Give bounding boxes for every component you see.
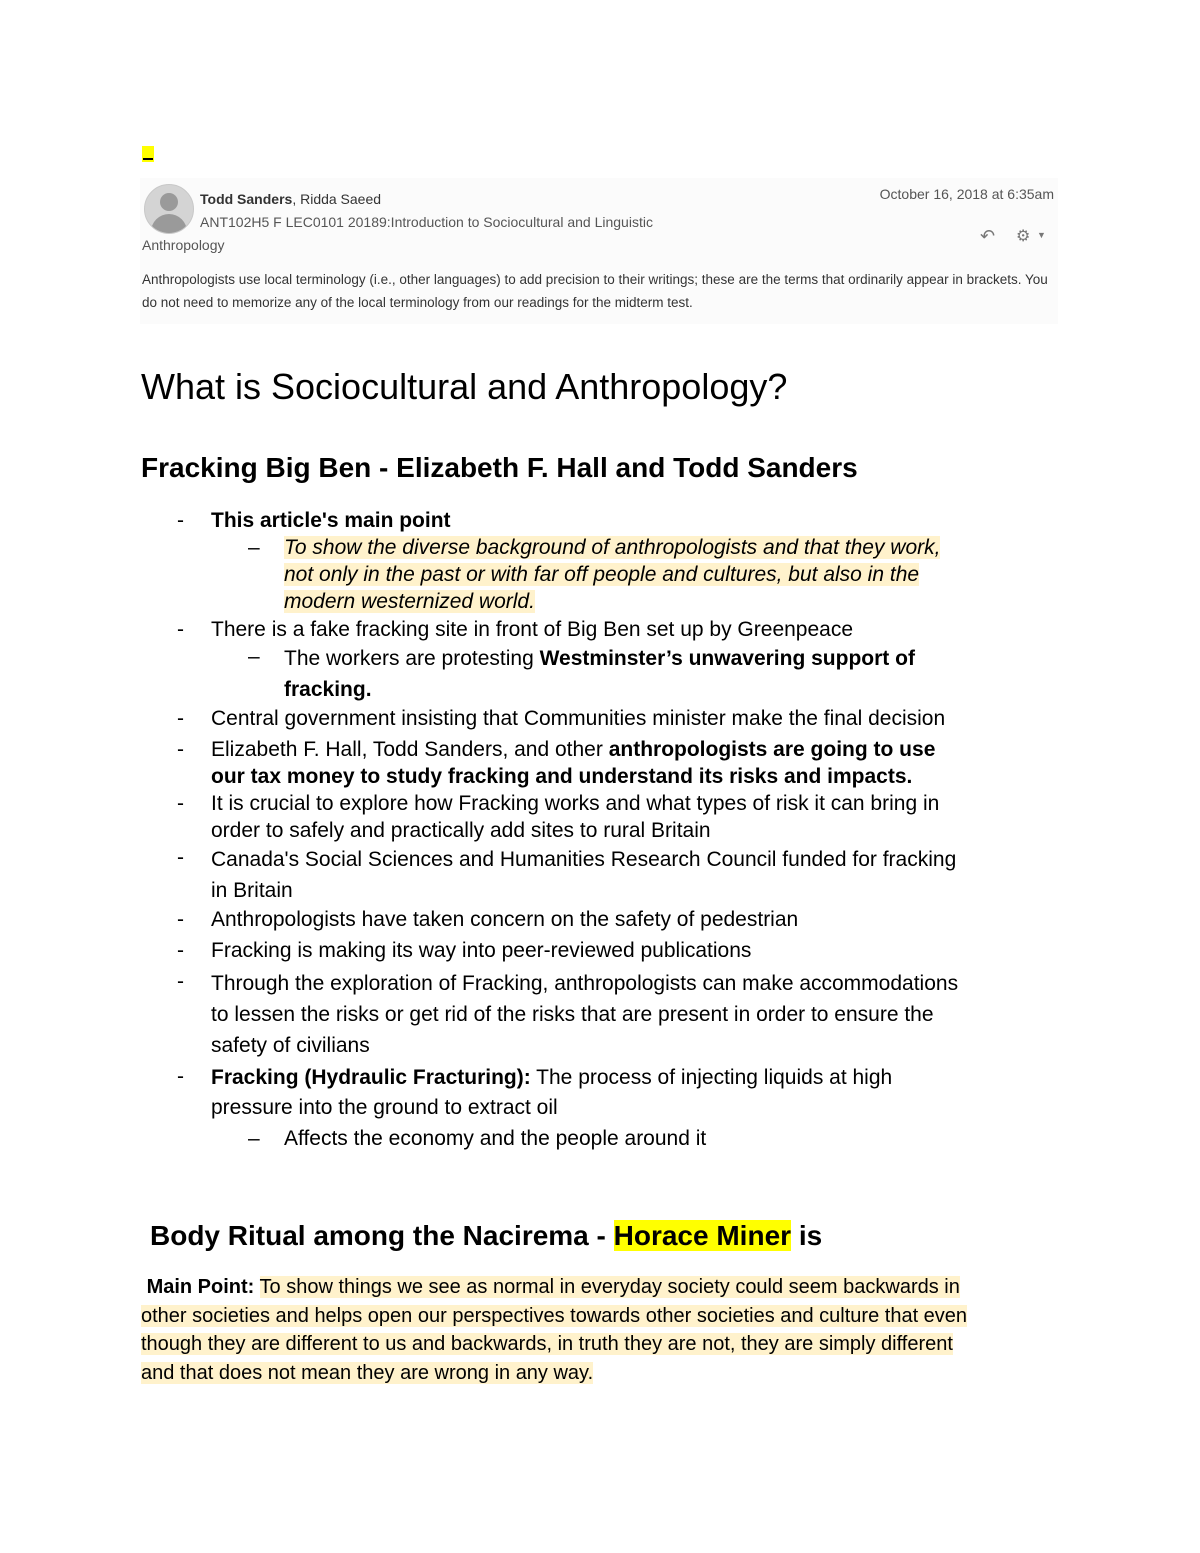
message-course-cont: Anthropology xyxy=(142,237,225,253)
message-date: October 16, 2018 at 6:35am xyxy=(879,186,1054,202)
embedded-message-screenshot xyxy=(140,178,1058,324)
chevron-down-icon: ▼ xyxy=(1037,230,1046,240)
page-title: What is Sociocultural and Anthropology? xyxy=(141,366,788,407)
main-point-label: Main Point: xyxy=(146,1276,255,1298)
gear-icon: ⚙ xyxy=(1016,228,1031,245)
reply-icon: ↶ xyxy=(980,226,996,246)
message-body: Anthropologists use local terminology (i.e., other languages) to add precision to their writings; these are the terms that ordinarily appear in brackets. You do not need to memorize any of the local terminology from our readings for the midterm test. xyxy=(142,272,1048,310)
section-heading-nacirema: Body Ritual among the Nacirema - Horace Miner is xyxy=(150,1220,823,1251)
message-sender: Todd Sanders, Ridda Saeed xyxy=(200,191,382,207)
avatar-icon xyxy=(144,184,194,234)
text-cursor-mark xyxy=(142,146,154,162)
main-point-paragraph: Main Point: To show things we see as normal in everyday society could seem backwards in other societies and helps open our perspectives towards other societies and culture that even though they are different to us and backwards, in truth they are not, they are simply different and that does not mean they are wrong in any way. xyxy=(141,1276,968,1384)
message-course: ANT102H5 F LEC0101 20189:Introduction to Sociocultural and Linguistic xyxy=(200,214,653,230)
document-page: Todd Sanders, Ridda Saeed ANT102H5 F LEC0101 20189:Introduction to Sociocultural and Linguistic Anthropology October 16, 2018 at 6:35am ↶ ⚙ ▼ Anthropologists use local terminology (i.e., other languages) to add precision to their writings; these are the terms that ordinarily appear in brackets. You do not need to memorize any of the local terminology from our readings for the midterm test. What is Sociocultural and Anthropology? Fracking Big Ben - Elizabeth F. Hall and Todd Sanders - This article's main point – To show the diverse background of anthropologists and that they work, not only in the past or with far off people and cultures, but also in the modern westernized world. - There is a fake fracking site in front of Big Ben set up by Greenpeace – The workers are protesting Westminster’s unwavering support of fracking. - Central government insisting that Communities minister make the final decision - Elizabeth F. Hall, Todd Sanders, and other anthropologists are going to use our tax money to study fracking and understand its risks and impacts. - It is crucial to explore how Fracking works and what types of risk it can bring in order to safely and practically add sites to rural Britain - Canada's Social Sciences and Humanities Research Council funded for fracking in Britain - Anthropologists have taken concern on the safety of pedestrian - Fracking is making its way into peer-reviewed publications - Through the exploration of Fracking, anthropologists can make accommodations to lessen the risks or get rid of the risks that are present in order to ensure the safety of civilians - Fracking (Hydraulic Fracturing): The process of injecting liquids at high pressure into the ground to extract oil – Affects the economy and the people around it Body Ritual among the Nacirema - Horace Miner is Main Point: To show things we see as normal in everyday society could seem backwards in other societies and helps open our perspectives towards other societies and culture that even though they are different to us and backwards, in truth they are not, they are simply different and that does not mean they are wrong in any way. xyxy=(0,0,1200,1553)
section-heading-fracking: Fracking Big Ben - Elizabeth F. Hall and Todd Sanders xyxy=(141,452,858,483)
